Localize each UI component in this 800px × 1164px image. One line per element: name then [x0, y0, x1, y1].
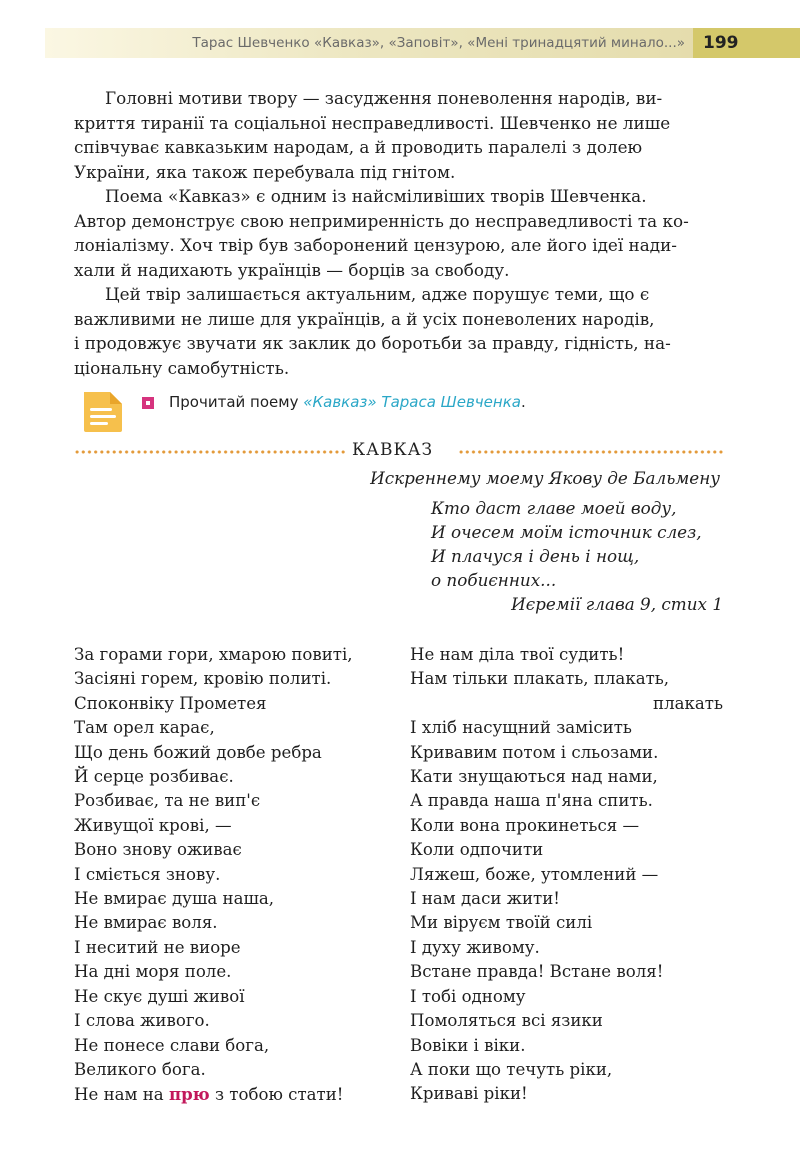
document-icon [80, 388, 126, 434]
reading-task [80, 388, 720, 434]
verse-line: Там орел карає, [74, 718, 215, 738]
verse-line: Кривавим потом і сльозами. [410, 742, 659, 762]
poem-column-right [410, 643, 723, 1107]
paragraph-1: Головні мотиви твору — засудження поневолення народів, ви- криття тиранії та соціальної несправедливості. Шевченко не лише співчуває кавказьким народам, а й проводить паралелі з долею України, яка також перебувала під гнітом. [74, 88, 671, 182]
epigraph-source: Иєремії глава 9, стих 1 [511, 594, 723, 614]
verse-line: Не скує душі живої [74, 986, 245, 1006]
glossary-word[interactable]: прю [168, 1084, 210, 1105]
verse-line: Коли одпочити [410, 840, 544, 860]
verse-line: Встане правда! Встане воля! [410, 962, 664, 982]
poem-column-left [74, 643, 394, 1108]
verse-line: А поки що течуть ріки, [410, 1059, 613, 1079]
verse-line-continuation: плакать [653, 693, 723, 713]
verse-line: Нам тільки плакать, плакать, [410, 669, 670, 689]
verse-line: Не нам діла твої судить! [410, 645, 625, 664]
verse-line: На дні моря поле. [74, 962, 232, 982]
verse-line: Помоляться всі язики [410, 1011, 603, 1031]
verse-line: Ляжеш, боже, утомлений — [410, 864, 659, 884]
verse-line: Криваві ріки! [410, 1084, 528, 1104]
paragraph-3: Цей твір залишається актуальним, адже порушує теми, що є важливими не лише для українців, а й усіх поневолених народів, і продовжує звучати як заклик до боротьби за правду, гідність, на- ціональну самобутність. [74, 284, 671, 378]
running-title: Тарас Шевченко «Кавказ», «Заповіт», «Мені тринадцятий минало...» [192, 35, 685, 51]
poem-title: КАВКАЗ [352, 440, 434, 460]
verse-line: Розбиває, та не вип'є [74, 791, 261, 811]
verse-line: Засіяні горем, кровію политі. [74, 669, 332, 689]
verse-line: Живущої крові, — [74, 815, 232, 835]
page-number: 199 [693, 28, 800, 58]
verse-line: Й серце розбиває. [74, 767, 234, 787]
verse-line: Що день божий довбе ребра [74, 742, 322, 762]
verse-line: І тобі одному [410, 986, 526, 1006]
verse-line: І сміється знову. [74, 864, 221, 884]
poem-link[interactable]: «Кавказ» Тараса Шевченка [303, 393, 521, 411]
poem-dedication: Искреннему моему Якову де Бальмену [370, 468, 720, 488]
verse-line: Кати знущаються над нами, [410, 767, 658, 787]
verse-line: І неситий не виоре [74, 937, 241, 957]
verse-line: Вовіки і віки. [410, 1035, 526, 1055]
task-text: Прочитай поему «Кавказ» Тараса Шевченка. [169, 393, 526, 411]
poem-epigraph: Кто даст главе моей воду, И очесем моїм істочник слез, И плачуся і день і нощ, о побиєнних... Иєремії глава 9, стих 1 [431, 498, 723, 614]
verse-line: І духу живому. [410, 937, 540, 957]
prose-text [74, 86, 723, 380]
verse-line-last: Не нам на прю з тобою стати! [74, 1084, 344, 1105]
verse-line: Коли вона прокинеться — [410, 815, 640, 835]
bullet-icon [142, 397, 154, 409]
verse-line: Воно знову оживає [74, 840, 242, 860]
verse-line: За горами гори, хмарою повиті, [74, 645, 353, 664]
verse-line: І слова живого. [74, 1011, 210, 1031]
dotted-divider-left [74, 450, 346, 454]
verse-line: А правда наша п'яна спить. [410, 791, 653, 811]
paragraph-2: Поема «Кавказ» є одним із найсміливіших творів Шевченка. Автор демонструє свою непримиренність до несправедливості та ко- лоніалізму. Хоч твір був заборонений цензурою, але його ідеї нади- хали й надихають українців — борців за свободу. [74, 186, 689, 280]
verse-line: Великого бога. [74, 1059, 206, 1079]
verse-line: Ми віруєм твоїй силі [410, 913, 593, 933]
dotted-divider-right [458, 450, 723, 454]
verse-line: Не понесе слави бога, [74, 1035, 270, 1055]
verse-line: Не вмирає воля. [74, 913, 218, 933]
verse-line: І нам даси жити! [410, 889, 560, 909]
verse-line: Не вмирає душа наша, [74, 889, 275, 909]
page-header [45, 28, 800, 58]
poem-title-row [74, 440, 723, 464]
verse-line: Споконвіку Прометея [74, 693, 267, 713]
verse-line: І хліб насущний замісить [410, 718, 632, 738]
